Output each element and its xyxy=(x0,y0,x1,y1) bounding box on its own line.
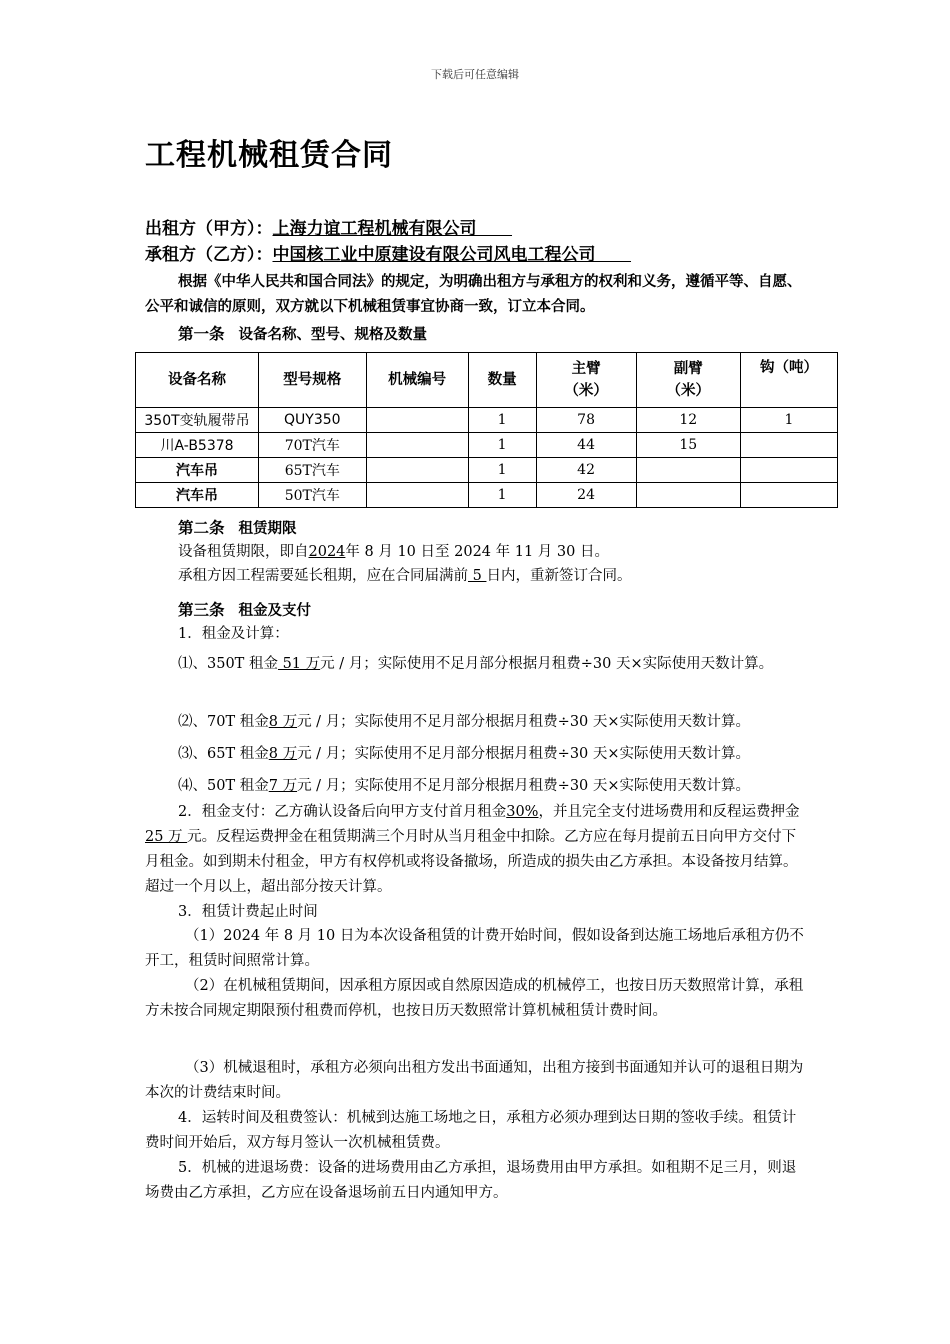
cell xyxy=(636,483,740,508)
rent-70t: ⑵、70T 租金8 万元 / 月；实际使用不足月部分根据月租费÷30 天×实际使用天数计算。 xyxy=(178,714,751,730)
equipment-table xyxy=(135,352,838,508)
col-qty: 数量 xyxy=(468,353,536,408)
lessor-name: 上海力谊工程机械有限公司 xyxy=(272,219,477,239)
article2-line2: 承租方因工程需要延长租期，应在合同届满前 5 日内，重新签订合同。 xyxy=(178,568,632,584)
cell xyxy=(366,458,468,483)
article3-s1: 1．租金及计算： xyxy=(178,626,289,642)
article3-s3: 3．租赁计费起止时间 xyxy=(178,904,318,920)
article3-s5: 5．机械的进退场费：设备的进场费用由乙方承担，退场费用由甲方承担。如租期不足三月，则退场费由乙方承担，乙方应在设备退场前五日内通知甲方。 xyxy=(145,1160,797,1201)
cell: 汽车吊 xyxy=(136,458,259,483)
cell xyxy=(366,483,468,508)
lessor-line xyxy=(145,214,512,239)
cell: 42 xyxy=(536,458,636,483)
rent-50t: ⑷、50T 租金7 万元 / 月；实际使用不足月部分根据月租费÷30 天×实际使用天数计算。 xyxy=(178,778,751,794)
article3-heading xyxy=(178,598,311,620)
cell xyxy=(636,458,740,483)
lessor-label: 出租方（甲方）： xyxy=(145,219,273,239)
article3-num: 第三条 xyxy=(178,601,225,619)
cell: 78 xyxy=(536,408,636,433)
col-aux-boom: 副臂 （米） xyxy=(636,353,740,408)
article3-s3-3: （3）机械退租时，承租方必须向出租方发出书面通知，出租方接到书面通知并认可的退租日期为本次的计费结束时间。 xyxy=(145,1060,804,1101)
article3-s2: 2．租金支付：乙方确认设备后向甲方支付首月租金30%，并且完全支付进场费用和反程运费押金 25 万 元。反程运费押金在租赁期满三个月时从当月租金中扣除。乙方应在每月提前五日向甲方交付下月租金。如到期未付租金，甲方有权停机或将设备撤场，所造成的损失由乙方承担。本设备按月结算。超过一个月以上，超出部分按天计算。 xyxy=(145,804,800,895)
cell: 70T汽车 xyxy=(259,433,366,458)
cell: 65T汽车 xyxy=(259,458,366,483)
lessee-name: 中国核工业中原建设有限公司风电工程公司 xyxy=(272,245,596,265)
table-header-row xyxy=(136,353,838,408)
cell xyxy=(740,433,837,458)
cell xyxy=(740,483,837,508)
page-title: 工程机械租赁合同 xyxy=(145,138,393,173)
rent-350t: ⑴、350T 租金 51 万元 / 月；实际使用不足月部分根据月租费÷30 天×实际使用天数计算。 xyxy=(178,656,774,672)
table-row xyxy=(136,458,838,483)
cell: 350T变轨履带吊 xyxy=(136,408,259,433)
article2-num: 第二条 xyxy=(178,519,225,537)
article3-title: 租金及支付 xyxy=(238,603,312,619)
cell xyxy=(740,458,837,483)
article3-s3-2: （2）在机械租赁期间，因承租方原因或自然原因造成的机械停工，也按日历天数照常计算，承租方未按合同规定期限预付租费而停机，也按日历天数照常计算机械租赁计费时间。 xyxy=(145,978,804,1019)
col-main-boom: 主臂 （米） xyxy=(536,353,636,408)
cell: 1 xyxy=(468,408,536,433)
cell: 汽车吊 xyxy=(136,483,259,508)
header-note: 下载后可任意编辑 xyxy=(431,68,519,81)
cell xyxy=(366,408,468,433)
table-row xyxy=(136,408,838,433)
cell: 1 xyxy=(468,483,536,508)
cell: 1 xyxy=(740,408,837,433)
col-model: 型号规格 xyxy=(259,353,366,408)
col-hook: 钩（吨） xyxy=(740,353,837,408)
cell: 1 xyxy=(468,433,536,458)
cell: 44 xyxy=(536,433,636,458)
article1-title: 设备名称、型号、规格及数量 xyxy=(238,327,428,343)
article2-line1: 设备租赁期限，即自2024年 8 月 10 日至 2024 年 11 月 30 日。 xyxy=(178,544,609,560)
article2-heading xyxy=(178,516,297,538)
article3-s3-1: （1）2024 年 8 月 10 日为本次设备租赁的计费开始时间，假如设备到达施工场地后承租方仍不开工，租赁时间照常计算。 xyxy=(145,928,804,969)
cell: 1 xyxy=(468,458,536,483)
lessee-line xyxy=(145,240,631,265)
cell: 12 xyxy=(636,408,740,433)
lessee-label: 承租方（乙方）： xyxy=(145,245,273,265)
cell: 川A-B5378 xyxy=(136,433,259,458)
table-row xyxy=(136,483,838,508)
cell: 50T汽车 xyxy=(259,483,366,508)
article1-num: 第一条 xyxy=(178,325,225,343)
cell: 15 xyxy=(636,433,740,458)
article1-heading xyxy=(178,322,427,344)
article2-title: 租赁期限 xyxy=(238,521,297,537)
intro-paragraph: 根据《中华人民共和国合同法》的规定，为明确出租方与承租方的权利和义务，遵循平等、自愿、公平和诚信的原则，双方就以下机械租赁事宜协商一致，订立本合同。 xyxy=(145,274,802,315)
article3-s4: 4．运转时间及租费签认：机械到达施工场地之日，承租方必须办理到达日期的签收手续。租赁计费时间开始后，双方每月签认一次机械租赁费。 xyxy=(145,1110,797,1151)
cell: QUY350 xyxy=(259,408,366,433)
cell xyxy=(366,433,468,458)
cell: 24 xyxy=(536,483,636,508)
col-name: 设备名称 xyxy=(136,353,259,408)
col-machine-no: 机械编号 xyxy=(366,353,468,408)
rent-65t: ⑶、65T 租金8 万元 / 月；实际使用不足月部分根据月租费÷30 天×实际使用天数计算。 xyxy=(178,746,751,762)
table-row xyxy=(136,433,838,458)
